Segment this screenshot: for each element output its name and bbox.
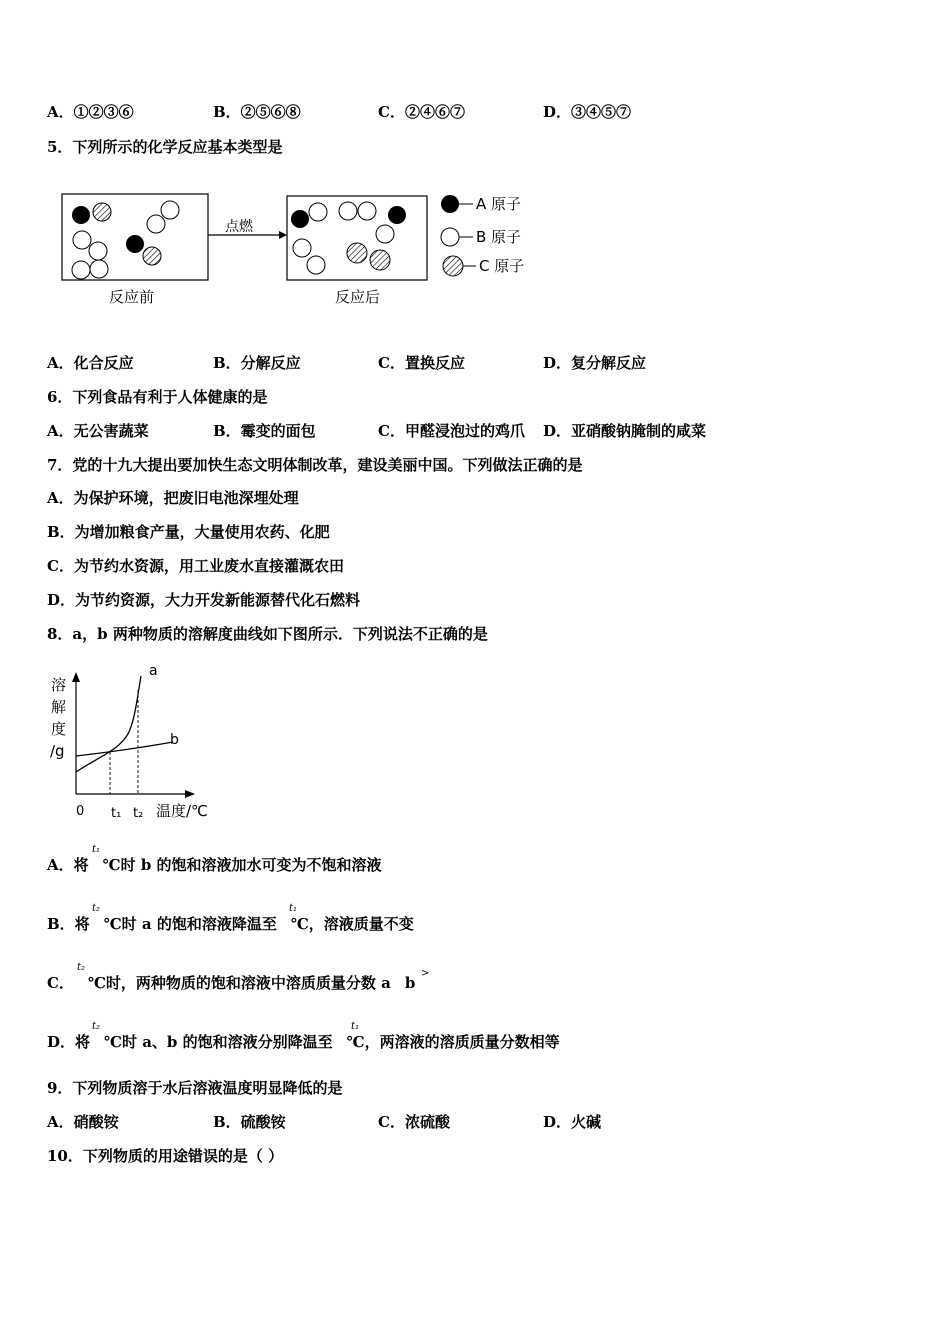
curve-b [76,742,173,756]
legend-c: C 原子 [479,257,525,275]
q7-option-d: D．为节约资源，大力开发新能源替代化石燃料 [47,591,361,609]
q4-option-c: C．②④⑥⑦ [378,103,465,121]
q9-stem: 9．下列物质溶于水后溶液温度明显降低的是 [47,1079,343,1097]
y-label-3: 度 [51,720,67,738]
legend-a: A 原子 [476,195,522,213]
q10-stem: 10．下列物质的用途错误的是（ ） [47,1147,284,1165]
q5-option-c: C．置换反应 [378,354,465,372]
q8-b-t2: t₂ [92,903,101,914]
t1-label: t₁ [111,806,122,821]
y-label-1: 溶 [51,676,67,694]
q6-stem: 6．下列食品有利于人体健康的是 [47,388,268,406]
origin-label: 0 [76,804,85,819]
q9-option-c: C．浓硫酸 [378,1113,450,1131]
legend-b-icon [441,228,459,246]
q6-option-b: B．霉变的面包 [213,422,316,440]
curve-a [76,676,141,772]
q9-option-d: D．火碱 [543,1113,602,1131]
q7-option-b: B．为增加粮食产量，大量使用农药、化肥 [47,523,330,541]
q4-option-d: D．③④⑤⑦ [543,103,632,121]
q5-option-a: A．化合反应 [47,354,134,372]
q5-option-d: D．复分解反应 [543,354,647,372]
legend-a-icon [441,195,459,213]
t2-label: t₂ [133,806,144,821]
q8-c-t2: t₂ [77,962,86,973]
q8-option-d: D．将 ℃时 a、b 的饱和溶液分别降温至 ℃，两溶液的溶质质量分数相等 [47,1033,560,1051]
q8-b-t1: t₁ [289,903,298,914]
q6-option-d: D．亚硝酸钠腌制的咸菜 [543,422,707,440]
q7-stem: 7．党的十九大提出要加快生态文明体制改革，建设美丽中国。下列做法正确的是 [47,456,583,474]
y-label-4: /g [50,742,65,760]
q7-option-a: A．为保护环境，把废旧电池深埋处理 [47,489,299,507]
q8-c-gt: > [421,968,430,979]
curve-a-label: a [149,663,158,679]
legend-c-icon [443,256,463,276]
after-label: 反应后 [335,288,381,306]
q8-stem: 8．a，b 两种物质的溶解度曲线如下图所示．下列说法不正确的是 [47,625,488,643]
reaction-diagram [55,188,555,318]
y-label-2: 解 [51,698,67,716]
q8-option-b: B．将 ℃时 a 的饱和溶液降温至 ℃，溶液质量不变 [47,915,414,933]
q8-d-t2: t₂ [92,1021,101,1032]
curve-b-label: b [170,732,179,748]
q6-option-a: A．无公害蔬菜 [47,422,149,440]
q9-option-a: A．硝酸铵 [47,1113,119,1131]
q5-option-b: B．分解反应 [213,354,301,372]
q8-d-t1: t₁ [351,1021,360,1032]
q8-a-t1: t₁ [92,844,101,855]
q8-option-a: A．将 ℃时 b 的饱和溶液加水可变为不饱和溶液 [47,856,382,874]
q8-option-c: C． ℃时，两种物质的饱和溶液中溶质质量分数 a b [47,974,416,992]
solubility-graph [45,660,225,825]
q4-option-a: A．①②③⑥ [47,103,134,121]
q9-option-b: B．硫酸铵 [213,1113,286,1131]
q7-option-c: C．为节约水资源，用工业废水直接灌溉农田 [47,557,344,575]
x-axis-label: 温度/℃ [156,802,208,820]
before-label: 反应前 [109,288,155,306]
legend-b: B 原子 [476,228,522,246]
q4-option-b: B．②⑤⑥⑧ [213,103,301,121]
q6-option-c: C．甲醛浸泡过的鸡爪 [378,422,525,440]
q5-stem: 5．下列所示的化学反应基本类型是 [47,138,283,156]
arrow-label: 点燃 [225,219,253,235]
